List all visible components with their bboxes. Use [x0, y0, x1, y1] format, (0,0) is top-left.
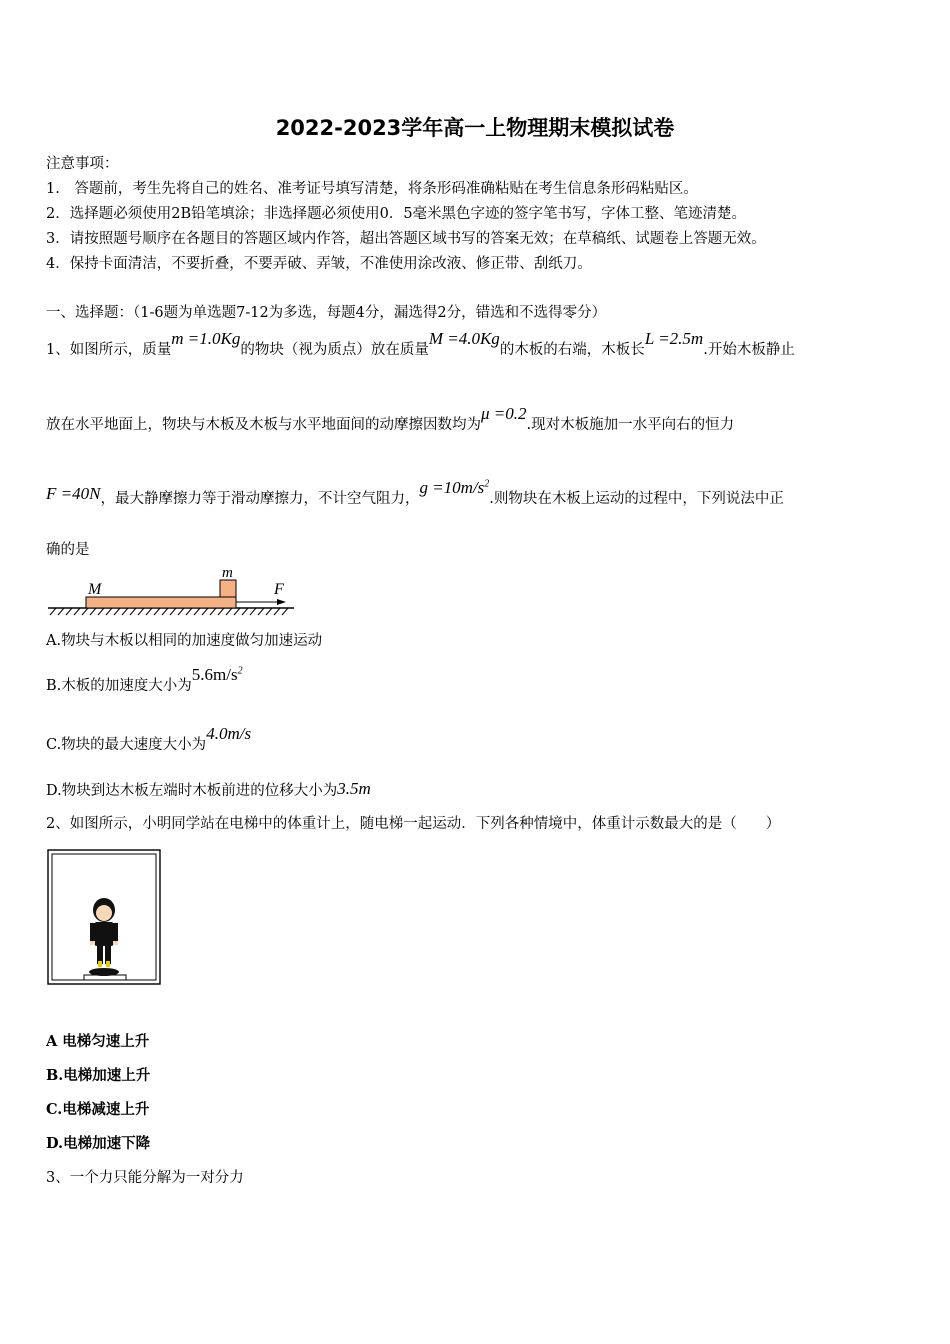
label-F: F: [274, 581, 284, 598]
q1-option-c-value: 4.0m/s: [206, 724, 252, 743]
q2-option-b: B.电梯加速上升: [46, 1067, 151, 1084]
label-M: M: [88, 581, 102, 598]
note-item-1: 1. 答题前，考生先将自己的姓名、准考证号填写清楚，将条形码准确粘贴在考生信息条形码粘贴区。: [46, 181, 698, 197]
page-title: 2022-2023学年高一上物理期末模拟试卷: [275, 116, 675, 140]
q3-stem: 3、一个力只能分解为一对分力: [46, 1170, 244, 1186]
q1-mu: μ =0.2: [481, 404, 527, 423]
q1-option-b: B.木板的加速度大小为$5.6m/s^2$: [46, 665, 243, 694]
q1-length-L: L =2.5m: [644, 329, 704, 348]
q1-line-4: 确的是: [46, 542, 90, 558]
label-m: m: [222, 565, 233, 581]
q2-option-a: A 电梯匀速上升: [46, 1033, 150, 1050]
note-item-4: 4．保持卡面清洁，不要折叠，不要弄破、弄皱，不准使用涂改液、修正带、刮纸刀。: [46, 256, 592, 272]
block-m: [220, 580, 236, 597]
section-heading: 一、选择题：（1-6题为单选题7-12为多选，每题4分，漏选得2分，错选和不选得零分）: [46, 305, 607, 321]
force-arrow-head: [277, 599, 286, 605]
elevator-figure: [47, 849, 162, 986]
q1-option-a: A.物块与木板以相同的加速度做匀加速运动: [46, 633, 323, 649]
q1-mass-m: m =1.0Kg: [171, 329, 241, 348]
q2-option-d: D.电梯加速下降: [46, 1135, 151, 1152]
q1-force-F: F =40N: [46, 484, 101, 503]
board-M: [86, 597, 236, 608]
q2-option-c: C.电梯减速上升: [46, 1101, 150, 1118]
q1-mass-M: M =4.0Kg: [428, 329, 500, 348]
q1-line-2: 放在水平地面上，物块与木板及木板与水平地面间的动摩擦因数均为μ =0.2.现对木板施加一水平向右的恒力: [46, 404, 735, 433]
q1-line-3: F =40N，最大静摩擦力等于滑动摩擦力，不计空气阻力，$g =10m/s^2$.则物块在木板上运动的过程中，下列说法中正: [46, 478, 784, 507]
note-item-2: 2．选择题必须使用2B铅笔填涂；非选择题必须使用0．5毫米黑色字迹的签字笔书写，字体工整、笔迹清楚。: [46, 206, 747, 222]
q1-line-1: 1、如图所示，质量m =1.0Kg的物块（视为质点）放在质量M =4.0Kg的木板的右端，木板长L =2.5m.开始木板静止: [46, 329, 795, 358]
q1-option-c: C.物块的最大速度大小为4.0m/s: [46, 724, 252, 753]
ground-hatching: [50, 608, 288, 615]
q1-option-b-value: $5.6m/s^2$: [191, 665, 243, 684]
q2-stem: 2、如图所示，小明同学站在电梯中的体重计上，随电梯一起运动．下列各种情境中，体重计示数最大的是（ ）: [46, 816, 781, 832]
q1-option-d: D.物块到达木板左端时木板前进的位移大小为3.5m: [46, 779, 371, 799]
board-block-figure: [46, 564, 298, 620]
q1-option-d-value: 3.5m: [337, 779, 371, 798]
notes-heading: 注意事项：: [46, 156, 119, 172]
note-item-3: 3．请按照题号顺序在各题目的答题区域内作答，超出答题区域书写的答案无效；在草稿纸、试题卷上答题无效。: [46, 231, 766, 247]
q1-gravity-g: $g =10m/s^2$: [419, 478, 490, 497]
